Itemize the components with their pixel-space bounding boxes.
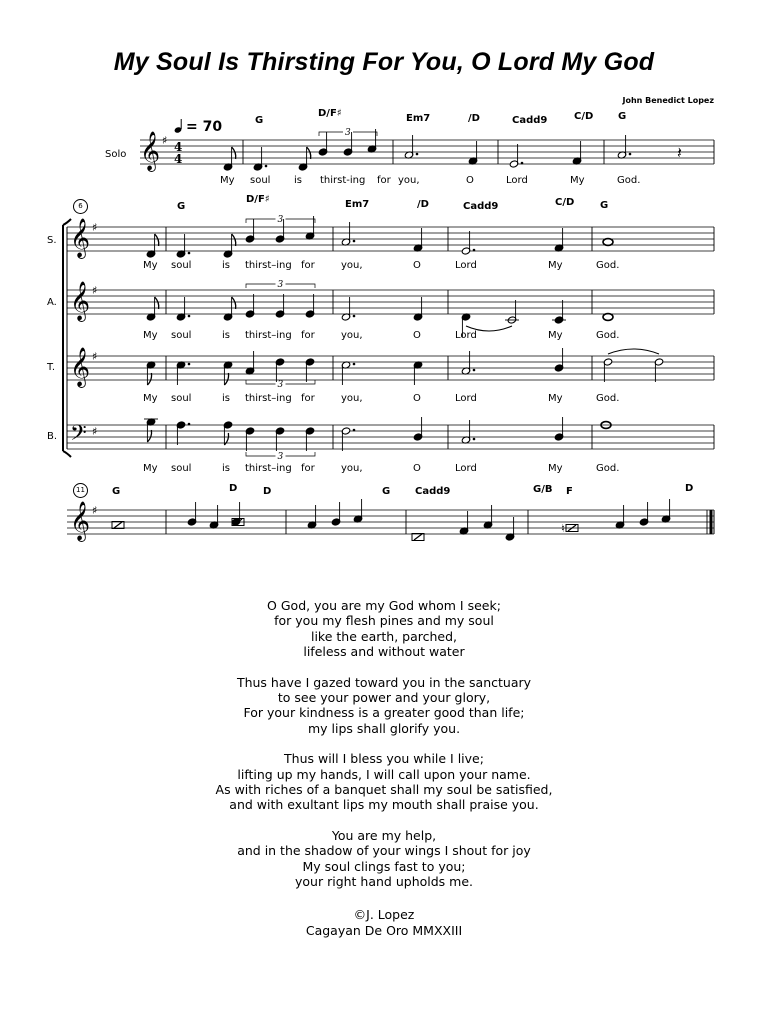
sharp-icon: ♯ <box>162 134 168 147</box>
song-title: My Soul Is Thirsting For You, O Lord My God <box>113 48 655 76</box>
lyric-syllable: you, <box>341 463 363 474</box>
time-signature: 4 <box>174 152 183 166</box>
note-flag <box>155 234 159 246</box>
lyric-syllable: Lord <box>506 175 528 186</box>
note-dot <box>353 240 356 243</box>
instrument-alto: A. <box>47 297 57 308</box>
verse-line: for you my flesh pines and my soul <box>274 613 494 629</box>
lyric-syllable: My <box>570 175 585 186</box>
note-dot <box>521 162 524 165</box>
verses-text <box>0 598 768 905</box>
verse-line: For your kindness is a greater good than life; <box>243 705 525 721</box>
treble-clef-icon: 𝄞 <box>70 218 91 258</box>
composer-name: John Benedict Lopez <box>622 96 714 105</box>
chord-symbol: G <box>255 115 264 126</box>
whole-note <box>603 314 613 321</box>
note-flag <box>232 234 236 246</box>
note-dot <box>416 153 419 156</box>
note-dot <box>265 165 268 168</box>
chord-symbol: G <box>382 486 391 497</box>
chord-symbol: C/D <box>555 197 575 208</box>
verse-line: my lips shall glorify you. <box>307 720 461 736</box>
verse-line: to see your power and your glory, <box>277 690 491 706</box>
lyric-syllable: thirst–ing <box>245 393 292 404</box>
triplet-number: 3 <box>345 128 351 138</box>
note-dot <box>188 423 191 426</box>
verse-line: O God, you are my God whom I seek; <box>267 598 501 613</box>
lyric-syllable: My <box>548 330 563 341</box>
lyric-syllable: for <box>301 463 315 474</box>
note-flag <box>307 147 311 159</box>
chord-symbol: D/F♯ <box>246 194 270 205</box>
triplet-number: 3 <box>277 380 284 390</box>
natural-icon: ♮ <box>561 522 565 535</box>
note-dot <box>629 153 632 156</box>
verse-line: Thus will I bless you while I live; <box>284 751 484 767</box>
tempo-marking: = 70 <box>186 119 223 135</box>
lyric-syllable: soul <box>171 463 192 474</box>
triplet-number: 3 <box>277 280 284 290</box>
measure-number-6: 6 <box>73 199 88 214</box>
lyric-syllable: is <box>222 330 230 341</box>
note-dot <box>353 429 356 432</box>
lyric-syllable: soul <box>171 393 192 404</box>
chord-symbol: G <box>112 486 121 497</box>
note-flag <box>155 297 159 309</box>
verse-stanza <box>0 675 768 737</box>
lyric-syllable: God. <box>596 330 620 341</box>
verse-line: and in the shadow of your wings I shout for joy <box>237 843 531 859</box>
verse-line: like the earth, parched, <box>310 628 457 644</box>
lyric-syllable: My <box>143 463 158 474</box>
chord-symbol: C/D <box>574 111 594 122</box>
lyric-syllable: you, <box>341 330 363 341</box>
note-dot <box>473 369 476 372</box>
chord-symbol: G <box>600 200 609 211</box>
lyric-syllable: O <box>413 393 421 404</box>
note-dot <box>188 252 191 255</box>
lyric-syllable: Lord <box>455 260 477 271</box>
quarter-rest-icon: 𝄽 <box>677 143 682 162</box>
lyric-syllable: for <box>301 330 315 341</box>
sharp-icon: ♯ <box>92 425 98 438</box>
sharp-icon: ♯ <box>92 221 98 234</box>
lyric-syllable: O <box>413 260 421 271</box>
lyric-syllable: thirst–ing <box>245 330 292 341</box>
chord-symbol: /D <box>468 113 480 124</box>
lyric-syllable: My <box>548 463 563 474</box>
treble-clef-icon: 𝄞 <box>70 281 91 321</box>
verse-line: and with exultant lips my mouth shall praise you. <box>229 797 539 813</box>
verse-line: Thus have I gazed toward you in the sanctuary <box>236 674 532 690</box>
lyric-syllable: My <box>143 393 158 404</box>
chord-symbol: D <box>685 483 694 494</box>
place-year-line: Cagayan De Oro MMXXIII <box>305 923 463 938</box>
lyric-syllable: O <box>466 175 474 186</box>
lyric-syllable: for <box>377 175 391 186</box>
lyric-syllable: God. <box>596 393 620 404</box>
lyric-syllable: is <box>294 175 302 186</box>
chord-symbol: D <box>229 483 238 494</box>
note-dot <box>473 249 476 252</box>
lyric-syllable: thirst–ing <box>245 463 292 474</box>
treble-clef-icon: 𝄞 <box>140 131 161 171</box>
lyric-syllable: you, <box>398 175 420 186</box>
verse-line: your right hand upholds me. <box>295 874 473 890</box>
verse-line: You are my help, <box>331 827 437 843</box>
lyric-syllable: soul <box>171 330 192 341</box>
lyric-syllable: God. <box>596 463 620 474</box>
note-slash <box>414 534 422 540</box>
note-flag <box>232 297 236 309</box>
note-dot <box>473 438 476 441</box>
verse-line: As with riches of a banquet shall my soul be satisfied, <box>215 782 553 798</box>
lyric-syllable: is <box>222 463 230 474</box>
lyric-syllable: thirst–ing <box>245 260 292 271</box>
lyric-syllable: Lord <box>455 393 477 404</box>
sharp-icon: ♯ <box>92 350 98 363</box>
chord-symbol: Em7 <box>345 199 370 210</box>
measure-number-11: 11 <box>73 483 88 498</box>
note-flag <box>147 430 151 442</box>
note-flag <box>224 373 228 385</box>
lyric-syllable: soul <box>171 260 192 271</box>
lyric-syllable: My <box>220 175 235 186</box>
chord-symbol: G <box>618 111 627 122</box>
sharp-icon: ♯ <box>92 504 98 517</box>
time-signature: 4 <box>174 140 183 154</box>
chord-symbol: G <box>177 201 186 212</box>
chord-symbol: Em7 <box>406 113 431 124</box>
chord-symbol: G/B <box>533 484 553 495</box>
lyric-syllable: Lord <box>455 330 477 341</box>
lyric-syllable: is <box>222 393 230 404</box>
instrument-tenor: T. <box>47 362 56 373</box>
verse-stanza <box>0 828 768 890</box>
note-dot <box>353 315 356 318</box>
instrument-soprano: S. <box>47 235 57 246</box>
chord-symbol: F <box>566 486 573 497</box>
lyric-syllable: for <box>301 260 315 271</box>
copyright-line: ©J. Lopez <box>353 907 415 922</box>
chord-symbol: /D <box>417 199 429 210</box>
sharp-icon: ♯ <box>92 284 98 297</box>
note-dot <box>353 363 356 366</box>
triplet-number: 3 <box>277 452 284 462</box>
verse-stanza <box>0 751 768 813</box>
lyric-syllable: God. <box>617 175 641 186</box>
lyric-syllable: is <box>222 260 230 271</box>
lyric-syllable: you, <box>341 260 363 271</box>
chord-symbol: Cadd9 <box>415 486 451 497</box>
triplet-number: 3 <box>277 215 284 225</box>
lyric-syllable: Lord <box>455 463 477 474</box>
note-flag <box>232 147 236 159</box>
whole-note <box>603 239 613 246</box>
lyric-syllable: God. <box>596 260 620 271</box>
slur <box>466 326 512 331</box>
lyric-syllable: My <box>548 393 563 404</box>
lyric-syllable: O <box>413 463 421 474</box>
chord-symbol: Cadd9 <box>463 201 499 212</box>
treble-clef-icon: 𝄞 <box>70 347 91 387</box>
instrument-solo: Solo <box>105 149 127 160</box>
instrument-bass: B. <box>47 431 58 442</box>
lyric-syllable: soul <box>250 175 271 186</box>
credit-block <box>0 907 768 939</box>
verse-stanza <box>0 598 768 660</box>
lyric-syllable: My <box>548 260 563 271</box>
lyric-syllable: you, <box>341 393 363 404</box>
lyric-syllable: O <box>413 330 421 341</box>
note-flag <box>147 373 151 385</box>
bass-clef-icon: 𝄢 <box>70 421 87 451</box>
lyric-syllable: My <box>143 330 158 341</box>
note-slash <box>114 522 122 528</box>
verse-line: My soul clings fast to you; <box>302 858 466 874</box>
slur <box>608 349 659 354</box>
lyric-syllable: thirst-ing <box>320 175 366 186</box>
verse-line: lifeless and without water <box>303 644 465 660</box>
chord-symbol: D <box>263 486 272 497</box>
chord-symbol: Cadd9 <box>512 115 548 126</box>
note-dot <box>188 363 191 366</box>
note-dot <box>188 315 191 318</box>
chord-symbol: D/F♯ <box>318 108 342 119</box>
lyric-syllable: My <box>143 260 158 271</box>
verse-line: lifting up my hands, I will call upon your name. <box>237 766 531 782</box>
lyric-syllable: for <box>301 393 315 404</box>
treble-clef-icon: 𝄞 <box>70 501 91 541</box>
